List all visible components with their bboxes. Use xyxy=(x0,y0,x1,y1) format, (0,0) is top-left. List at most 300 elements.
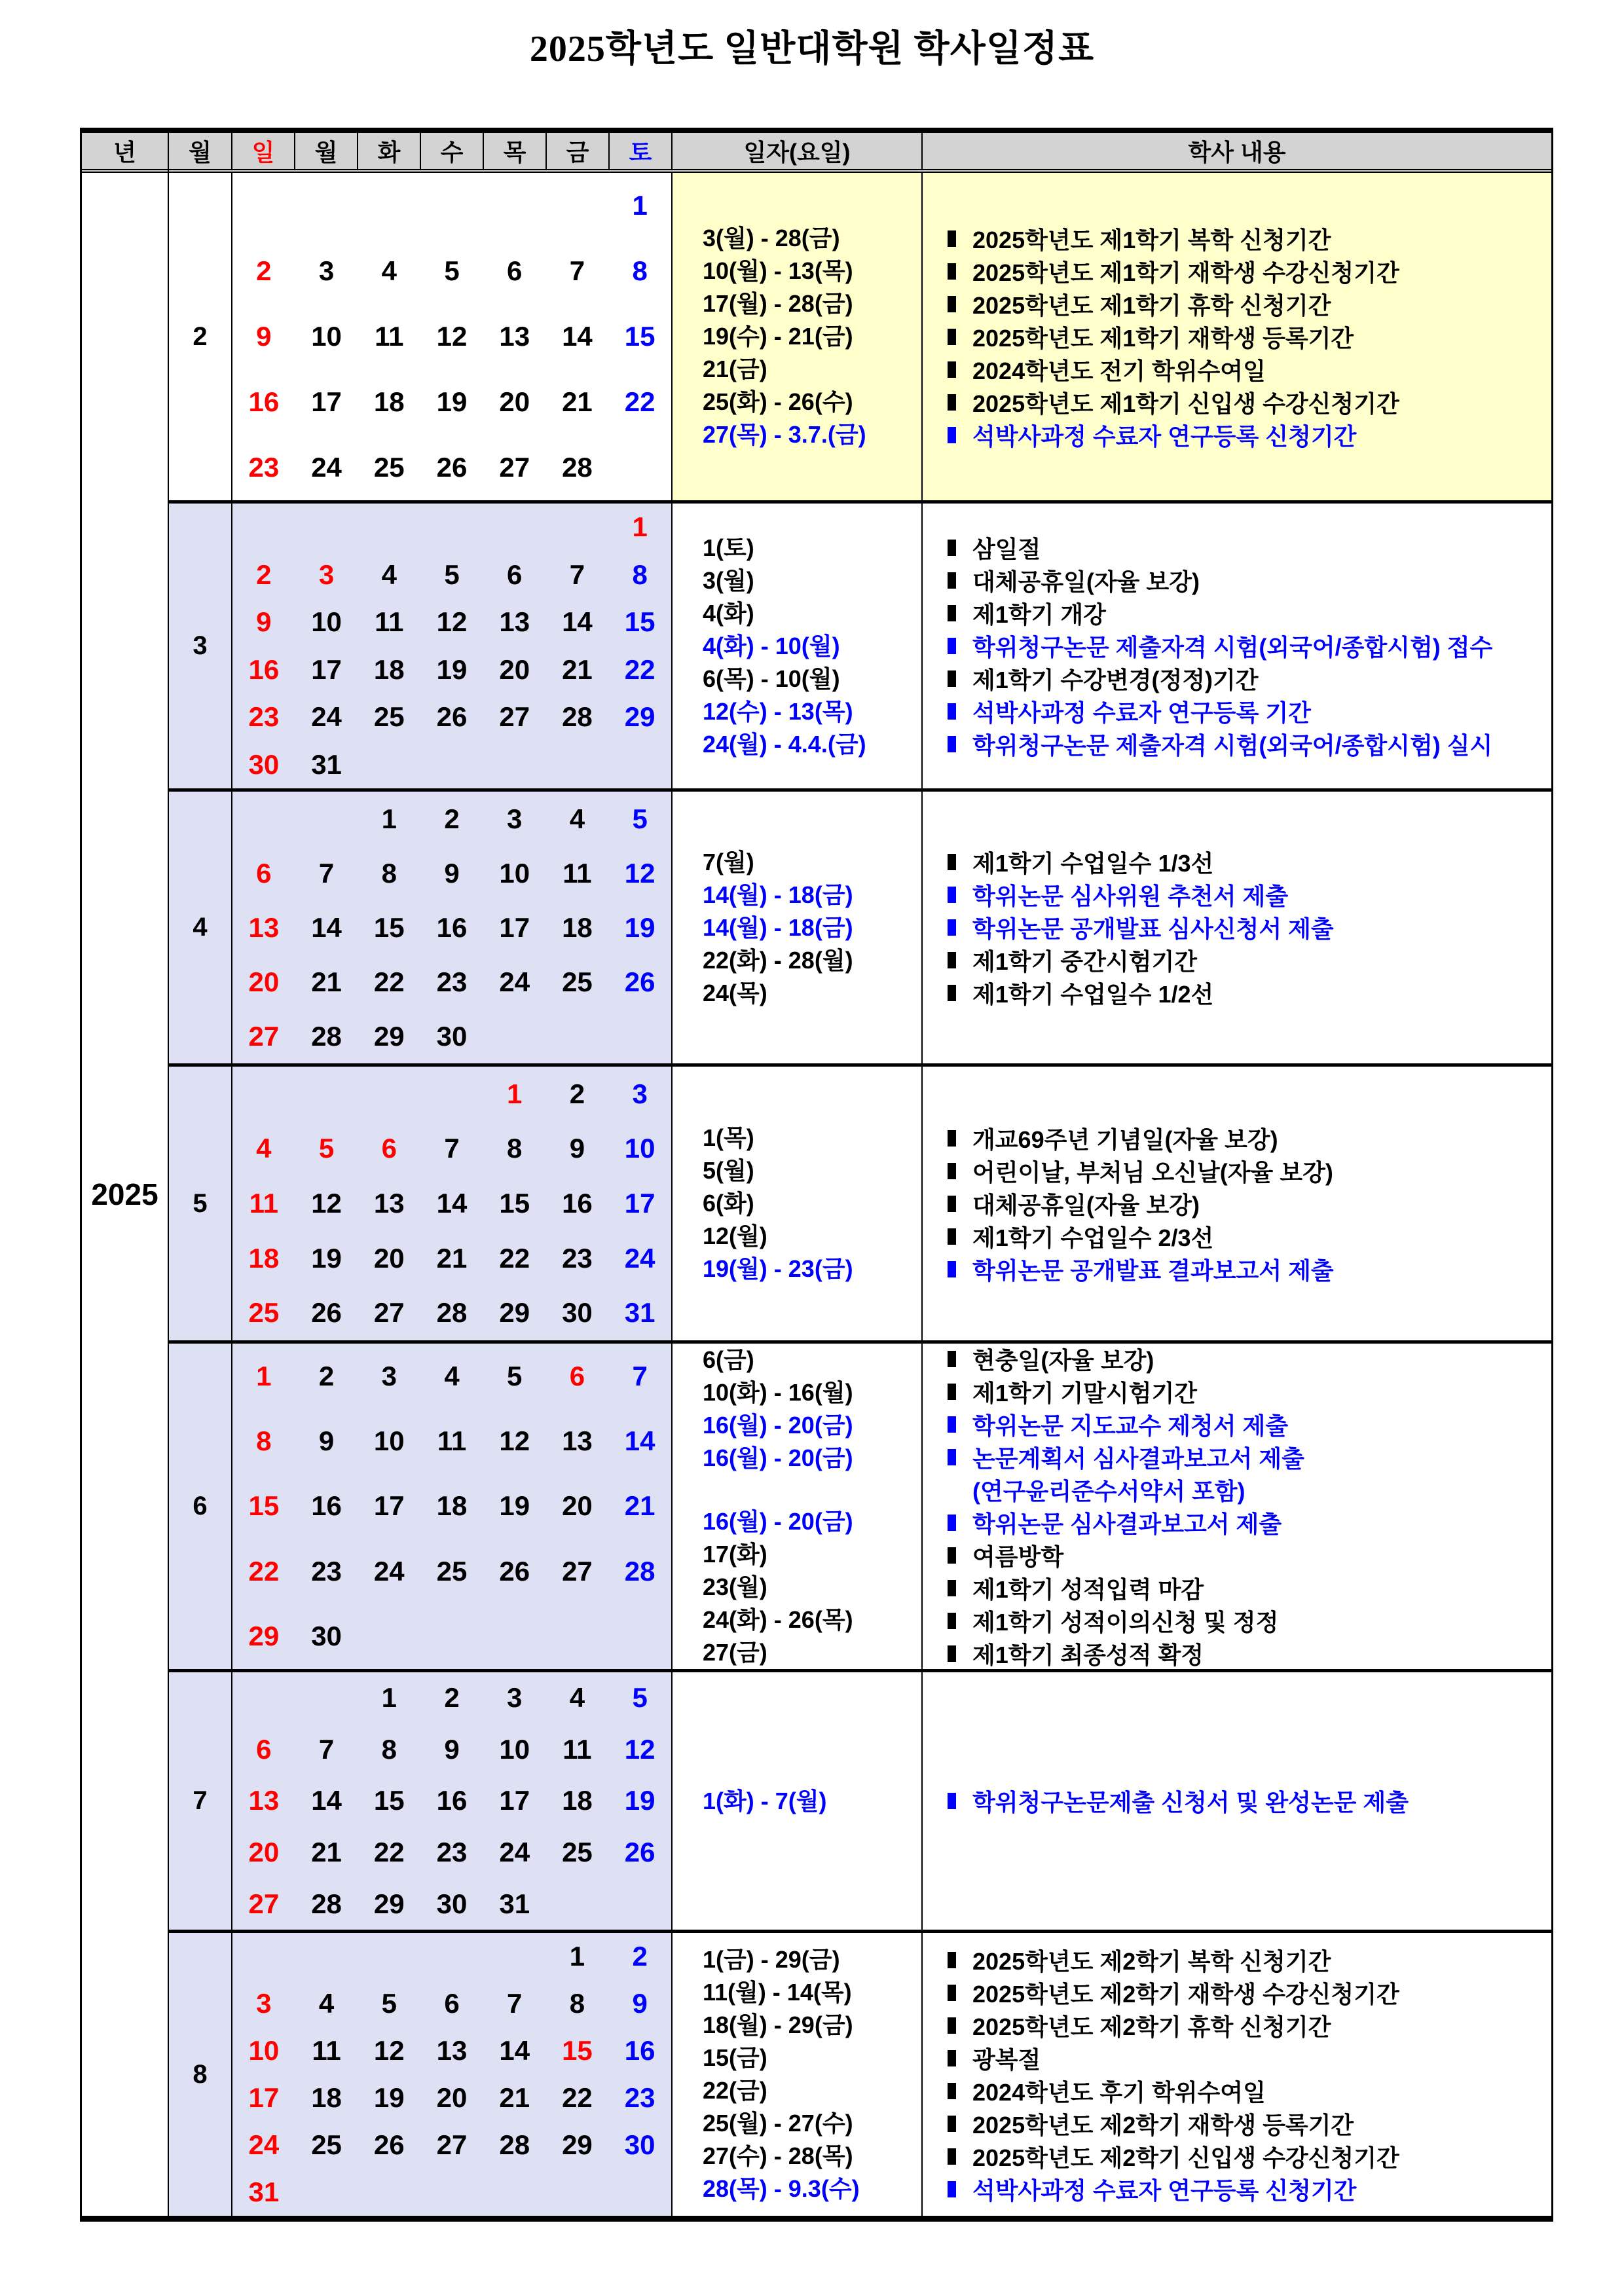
calendar-day-cell: 9 xyxy=(444,1733,460,1765)
event-date-range: 16(월) - 20(금) xyxy=(703,1412,853,1439)
event-text: 제1학기 수업일수 2/3선 xyxy=(972,1224,1214,1251)
square-bullet-icon xyxy=(948,2083,956,2099)
calendar-day-cell: 23 xyxy=(436,966,468,997)
square-bullet-icon xyxy=(948,1613,956,1629)
calendar-day-cell xyxy=(295,2169,358,2216)
calendar-day-cell xyxy=(358,1067,420,1122)
event-text: 2025학년도 제2학기 재학생 수강신청기간 xyxy=(972,1980,1399,2008)
calendar-day-cell: 11 xyxy=(563,1733,592,1765)
calendar-day-cell: 9 xyxy=(632,1988,648,2019)
calendar-day-cell: 27 xyxy=(373,1297,405,1329)
calendar-day-cell xyxy=(483,1009,546,1063)
calendar-day-cell: 21 xyxy=(311,966,342,997)
calendar-day-cell: 25 xyxy=(562,966,593,997)
calendar-day-cell: 21 xyxy=(562,386,593,417)
calendar-day-cell xyxy=(420,1604,483,1669)
page-title: 2025학년도 일반대학원 학사일정표 xyxy=(529,29,1095,69)
calendar-day-cell: 28 xyxy=(624,1555,655,1587)
calendar-day-cell: 6 xyxy=(507,559,523,590)
calendar-day-cell: 12 xyxy=(373,2035,405,2066)
header-year: 년 xyxy=(82,133,168,173)
event-row xyxy=(948,418,1551,451)
event-row xyxy=(948,1154,1551,1187)
calendar-day-cell: 11 xyxy=(312,2035,341,2066)
calendar-day-cell xyxy=(546,2169,609,2216)
event-text: 석박사과정 수료자 연구등록 신청기간 xyxy=(972,2176,1357,2204)
calendar-day-cell: 4 xyxy=(569,1682,585,1714)
month-number: 7 xyxy=(169,1672,232,1930)
event-text: 2025학년도 제2학기 복학 신청기간 xyxy=(972,1947,1331,1975)
calendar-day-cell: 24 xyxy=(624,1242,655,1274)
calendar-day-cell: 28 xyxy=(499,2129,530,2160)
event-date-range: 27(금) xyxy=(703,1639,767,1666)
calendar-day-cell: 20 xyxy=(499,653,530,685)
event-text: 2025학년도 제1학기 재학생 수강신청기간 xyxy=(972,259,1399,286)
calendar-day-cell: 20 xyxy=(562,1490,593,1522)
square-bullet-icon xyxy=(948,1228,956,1245)
calendar-day-cell: 21 xyxy=(499,2082,530,2113)
event-row xyxy=(948,320,1551,353)
calendar-day-cell: 20 xyxy=(248,1837,280,1868)
calendar-day-cell xyxy=(232,1672,295,1724)
event-list xyxy=(923,1067,1551,1340)
date-range-list xyxy=(673,173,923,500)
calendar-day-cell: 21 xyxy=(562,653,593,685)
calendar-day-cell: 22 xyxy=(624,386,655,417)
calendar-day-cell: 17 xyxy=(311,653,342,685)
calendar-day-cell: 6 xyxy=(256,1733,272,1765)
calendar-day-cell: 26 xyxy=(499,1555,530,1587)
calendar-day-cell: 24 xyxy=(373,1555,405,1587)
square-bullet-icon xyxy=(948,1515,956,1531)
event-text: 2024학년도 전기 학위수여일 xyxy=(972,357,1266,384)
calendar-day-cell: 7 xyxy=(444,1133,460,1164)
event-date-range: 14(월) - 18(금) xyxy=(703,913,853,941)
calendar-day-cell: 20 xyxy=(436,2082,468,2113)
calendar-day-cell: 24 xyxy=(499,1837,530,1868)
calendar-day-cell xyxy=(608,1604,671,1669)
calendar-day-cell: 3 xyxy=(507,1682,523,1714)
calendar-day-cell xyxy=(295,1933,358,1980)
calendar-day-cell: 29 xyxy=(373,1020,405,1052)
calendar-day-cell xyxy=(420,741,483,789)
square-bullet-icon xyxy=(948,2116,956,2132)
calendar-day-cell: 19 xyxy=(311,1242,342,1274)
event-text: 2025학년도 제1학기 복학 신청기간 xyxy=(972,226,1331,253)
calendar-day-cell: 15 xyxy=(373,1785,405,1816)
event-date-range: 16(월) - 20(금) xyxy=(703,1444,853,1471)
calendar-day-cell xyxy=(420,1933,483,1980)
calendar-day-cell: 7 xyxy=(569,559,585,590)
header-month: 월 xyxy=(169,133,232,169)
calendar-day-cell: 12 xyxy=(436,606,468,638)
month-calendar xyxy=(232,792,673,1063)
calendar-day-cell: 8 xyxy=(381,857,397,889)
event-list xyxy=(923,1672,1551,1930)
calendar-day-cell: 29 xyxy=(248,1621,280,1652)
month-sections xyxy=(169,173,1551,2216)
event-text: 학위청구논문 제출자격 시험(외국어/종합시험) 실시 xyxy=(972,732,1493,759)
header-academic-content: 학사 내용 xyxy=(1188,139,1286,166)
event-text: 2025학년도 제1학기 신입생 수강신청기간 xyxy=(972,390,1399,417)
event-text: 학위논문 심사위원 추천서 제출 xyxy=(972,883,1289,909)
event-date-range: 4(화) xyxy=(703,599,754,627)
calendar-day-cell: 29 xyxy=(373,1888,405,1919)
calendar-day-cell: 4 xyxy=(444,1360,460,1391)
event-row xyxy=(948,1785,1551,1818)
calendar-day-cell: 27 xyxy=(248,1020,280,1052)
square-bullet-icon xyxy=(948,985,956,1001)
calendar-day-cell xyxy=(232,1067,295,1122)
event-date-range: 6(화) xyxy=(703,1190,754,1217)
event-row xyxy=(948,2107,1551,2140)
calendar-day-cell: 14 xyxy=(562,321,593,352)
event-date-range: 14(월) - 18(금) xyxy=(703,881,853,908)
event-row xyxy=(948,564,1551,597)
calendar-day-cell: 5 xyxy=(444,559,460,590)
calendar-day-cell: 2 xyxy=(318,1360,335,1391)
calendar-day-cell: 19 xyxy=(373,2082,405,2113)
event-date-range: 11(월) - 14(목) xyxy=(703,1979,852,2006)
calendar-day-cell xyxy=(546,173,609,238)
calendar-day-cell: 23 xyxy=(248,701,280,733)
square-bullet-icon xyxy=(948,854,956,870)
calendar-day-cell: 18 xyxy=(562,1785,593,1816)
event-text: 대체공휴일(자율 보강) xyxy=(972,568,1200,595)
calendar-day-cell: 8 xyxy=(632,559,648,590)
month-section xyxy=(169,1063,1551,1340)
calendar-day-cell: 10 xyxy=(373,1425,405,1457)
event-row xyxy=(948,911,1551,944)
event-row xyxy=(948,1220,1551,1253)
calendar-day-cell: 25 xyxy=(311,2129,342,2160)
calendar-day-cell: 15 xyxy=(624,321,655,352)
calendar-day-cell: 8 xyxy=(632,255,648,286)
calendar-day-cell xyxy=(420,2169,483,2216)
calendar-day-cell xyxy=(483,504,546,551)
event-text: 학위청구논문제출 신청서 및 완성논문 제출 xyxy=(972,1789,1409,1816)
event-row xyxy=(948,1943,1551,1976)
event-text: 2025학년도 제1학기 재학생 등록기간 xyxy=(972,324,1354,352)
calendar-day-cell: 13 xyxy=(248,1785,280,1816)
calendar-day-cell xyxy=(295,792,358,846)
calendar-day-cell: 10 xyxy=(248,2035,280,2066)
calendar-day-cell: 15 xyxy=(248,1490,280,1522)
square-bullet-icon xyxy=(948,1985,956,2001)
calendar-day-cell: 9 xyxy=(318,1425,335,1457)
calendar-day-cell: 5 xyxy=(632,1682,648,1714)
calendar-day-cell: 31 xyxy=(248,2176,280,2207)
square-bullet-icon xyxy=(948,230,956,247)
calendar-day-cell: 27 xyxy=(499,701,530,733)
square-bullet-icon xyxy=(948,1449,956,1465)
square-bullet-icon xyxy=(948,736,956,752)
event-text: 2025학년도 제2학기 재학생 등록기간 xyxy=(972,2111,1354,2139)
calendar-day-cell: 7 xyxy=(632,1360,648,1391)
event-row xyxy=(948,386,1551,418)
calendar-day-cell: 11 xyxy=(437,1425,467,1457)
square-bullet-icon xyxy=(948,605,956,621)
event-row xyxy=(948,1638,1551,1670)
square-bullet-icon xyxy=(948,1793,956,1809)
calendar-day-cell: 20 xyxy=(373,1242,405,1274)
calendar-day-cell xyxy=(608,435,671,500)
event-text: 학위논문 공개발표 심사신청서 제출 xyxy=(972,915,1334,942)
calendar-day-cell xyxy=(483,741,546,789)
calendar-day-cell: 12 xyxy=(624,1733,655,1765)
calendar-day-cell: 1 xyxy=(256,1360,272,1391)
calendar-day-cell: 26 xyxy=(373,2129,405,2160)
event-row xyxy=(948,1187,1551,1220)
square-bullet-icon xyxy=(948,361,956,378)
calendar-day-cell: 23 xyxy=(248,452,280,483)
calendar-day-cell: 21 xyxy=(624,1490,655,1522)
month-calendar xyxy=(232,504,673,788)
month-section xyxy=(169,1340,1551,1669)
calendar-day-cell: 6 xyxy=(381,1133,397,1164)
calendar-day-cell: 8 xyxy=(507,1133,523,1164)
event-date-range: 7(월) xyxy=(703,848,754,875)
month-section xyxy=(169,1669,1551,1930)
month-number: 2 xyxy=(169,173,232,500)
event-row xyxy=(948,1474,1551,1507)
square-bullet-icon xyxy=(948,1351,956,1367)
event-row xyxy=(948,1253,1551,1285)
square-bullet-icon xyxy=(948,1416,956,1433)
calendar-day-cell: 24 xyxy=(499,966,530,997)
event-list xyxy=(923,1933,1551,2216)
event-date-range: 6(목) - 10(월) xyxy=(703,665,840,692)
event-text: 제1학기 성적이의신청 및 정정 xyxy=(972,1609,1279,1636)
event-date-range: 25(월) - 27(수) xyxy=(703,2110,853,2137)
event-row xyxy=(948,630,1551,663)
square-bullet-icon xyxy=(948,2017,956,2034)
calendar-day-cell: 25 xyxy=(373,452,405,483)
calendar-day-cell xyxy=(483,1604,546,1669)
calendar-day-cell xyxy=(546,504,609,551)
square-bullet-icon xyxy=(948,427,956,443)
event-list xyxy=(923,504,1551,788)
event-text: 제1학기 수업일수 1/2선 xyxy=(972,981,1214,1008)
event-text: 제1학기 기말시험기간 xyxy=(972,1380,1198,1406)
calendar-day-cell: 7 xyxy=(318,1733,335,1765)
calendar-day-cell: 28 xyxy=(311,1888,342,1919)
event-date-range: 21(금) xyxy=(703,356,767,382)
calendar-day-cell: 4 xyxy=(256,1133,272,1164)
calendar-day-cell: 27 xyxy=(562,1555,593,1587)
event-date-range: 1(목) xyxy=(703,1124,754,1151)
event-row xyxy=(948,255,1551,287)
event-date-range: 1(토) xyxy=(703,534,754,561)
event-date-range: 12(월) xyxy=(703,1222,767,1249)
date-range-list xyxy=(673,1067,923,1340)
calendar-day-cell: 28 xyxy=(562,452,593,483)
calendar-day-cell: 19 xyxy=(436,653,468,685)
event-text: 제1학기 수업일수 1/3선 xyxy=(972,850,1214,877)
event-date-range: 5(월) xyxy=(703,1157,754,1184)
calendar-day-cell: 16 xyxy=(311,1490,342,1522)
calendar-day-cell: 18 xyxy=(248,1242,280,1274)
calendar-day-cell: 18 xyxy=(562,911,593,943)
calendar-day-cell: 31 xyxy=(624,1297,655,1329)
event-date-range: 10(월) - 13(목) xyxy=(703,257,853,284)
calendar-day-cell xyxy=(608,1878,671,1930)
calendar-day-cell: 19 xyxy=(624,1785,655,1816)
calendar-day-cell xyxy=(358,504,420,551)
calendar-day-cell: 10 xyxy=(499,1733,530,1765)
calendar-day-cell: 11 xyxy=(563,857,592,889)
calendar-day-cell: 15 xyxy=(562,2035,593,2066)
month-number: 5 xyxy=(169,1067,232,1340)
event-text: 대체공휴일(자율 보강) xyxy=(972,1191,1200,1219)
event-row xyxy=(948,879,1551,911)
square-bullet-icon xyxy=(948,1580,956,1596)
calendar-day-cell xyxy=(232,504,295,551)
calendar-day-cell: 1 xyxy=(632,511,648,543)
event-date-range: 22(화) - 28(월) xyxy=(703,946,853,974)
calendar-day-cell xyxy=(546,1604,609,1669)
event-date-range: 1(금) - 29(금) xyxy=(703,1946,840,1973)
header-thursday: 목 xyxy=(484,133,547,169)
calendar-day-cell: 22 xyxy=(373,1837,405,1868)
event-row xyxy=(948,1376,1551,1408)
calendar-day-cell xyxy=(608,1009,671,1063)
calendar-day-cell: 21 xyxy=(311,1837,342,1868)
calendar-day-cell: 5 xyxy=(507,1360,523,1391)
event-row xyxy=(948,222,1551,255)
square-bullet-icon xyxy=(948,263,956,280)
square-bullet-icon xyxy=(948,1384,956,1400)
calendar-day-cell xyxy=(483,173,546,238)
calendar-day-cell: 8 xyxy=(569,1988,585,2019)
month-number: 4 xyxy=(169,792,232,1063)
event-date-range: 3(월) xyxy=(703,566,754,594)
calendar-day-cell xyxy=(420,504,483,551)
calendar-day-cell: 17 xyxy=(624,1187,655,1219)
calendar-day-cell: 15 xyxy=(499,1187,530,1219)
event-row xyxy=(948,663,1551,695)
header-date-range: 일자(요일) xyxy=(673,133,923,169)
event-text: 광복절 xyxy=(972,2046,1041,2073)
square-bullet-icon xyxy=(948,296,956,312)
calendar-day-cell xyxy=(358,2169,420,2216)
calendar-day-cell: 5 xyxy=(444,255,460,286)
header-wednesday: 수 xyxy=(421,133,484,169)
header-friday: 금 xyxy=(547,133,610,169)
event-row xyxy=(948,1441,1551,1474)
square-bullet-icon xyxy=(948,952,956,968)
square-bullet-icon xyxy=(948,638,956,654)
month-section xyxy=(169,1930,1551,2216)
month-section xyxy=(169,500,1551,788)
square-bullet-icon xyxy=(948,1645,956,1662)
event-date-range: 24(목) xyxy=(703,979,767,1006)
calendar-day-cell: 24 xyxy=(311,701,342,733)
month-calendar xyxy=(232,1067,673,1340)
calendar-day-cell xyxy=(358,173,420,238)
calendar-day-cell: 8 xyxy=(256,1425,272,1457)
event-date-range: 6(금) xyxy=(703,1346,754,1373)
calendar-day-cell: 11 xyxy=(375,321,404,352)
calendar-day-cell: 5 xyxy=(632,803,648,834)
calendar-day-cell: 23 xyxy=(311,1555,342,1587)
calendar-day-cell: 31 xyxy=(499,1888,530,1919)
event-text: 석박사과정 수료자 연구등록 신청기간 xyxy=(972,422,1357,450)
event-date-range: 1(화) - 7(월) xyxy=(703,1787,827,1814)
calendar-day-cell: 17 xyxy=(373,1490,405,1522)
calendar-day-cell: 25 xyxy=(248,1297,280,1329)
event-date-range: 19(월) - 23(금) xyxy=(703,1255,853,1282)
calendar-day-cell xyxy=(608,741,671,789)
calendar-day-cell: 16 xyxy=(562,1187,593,1219)
event-text: 여름방학 xyxy=(972,1543,1064,1570)
calendar-day-cell: 10 xyxy=(311,321,342,352)
event-row xyxy=(948,2173,1551,2205)
calendar-day-cell: 8 xyxy=(381,1733,397,1765)
calendar-day-cell: 5 xyxy=(381,1988,397,2019)
calendar-day-cell: 13 xyxy=(562,1425,593,1457)
calendar-day-cell: 14 xyxy=(562,606,593,638)
calendar-day-cell xyxy=(232,173,295,238)
event-text: 논문계획서 심사결과보고서 제출 xyxy=(972,1445,1304,1472)
event-row xyxy=(948,2042,1551,2074)
calendar-day-cell: 14 xyxy=(311,911,342,943)
event-row xyxy=(948,353,1551,386)
calendar-day-cell: 17 xyxy=(499,911,530,943)
event-text: 제1학기 중간시험기간 xyxy=(972,948,1198,975)
calendar-day-cell: 23 xyxy=(562,1242,593,1274)
calendar-day-cell xyxy=(232,1933,295,1980)
calendar-day-cell: 2 xyxy=(256,255,272,286)
event-text: 2024학년도 후기 학위수여일 xyxy=(972,2078,1266,2106)
year-column xyxy=(82,133,169,2216)
event-date-range: 15(금) xyxy=(703,2044,767,2071)
square-bullet-icon xyxy=(948,2050,956,2066)
calendar-day-cell: 12 xyxy=(624,857,655,889)
month-number: 8 xyxy=(169,1933,232,2216)
date-range-list xyxy=(673,504,923,788)
calendar-day-cell: 21 xyxy=(436,1242,468,1274)
event-row xyxy=(948,2074,1551,2107)
calendar-day-cell xyxy=(546,741,609,789)
calendar-day-cell: 13 xyxy=(499,321,530,352)
calendar-day-cell: 24 xyxy=(248,2129,280,2160)
event-text: 어린이날, 부처님 오신날(자율 보강) xyxy=(972,1158,1333,1186)
calendar-day-cell: 31 xyxy=(311,748,342,780)
calendar-day-cell: 2 xyxy=(256,559,272,590)
calendar-day-cell: 26 xyxy=(311,1297,342,1329)
event-row xyxy=(948,1122,1551,1154)
calendar-day-cell: 16 xyxy=(624,2035,655,2066)
calendar-day-cell: 22 xyxy=(373,966,405,997)
calendar-day-cell: 5 xyxy=(318,1133,335,1164)
calendar-day-cell: 6 xyxy=(256,857,272,889)
event-text: 학위논문 공개발표 결과보고서 제출 xyxy=(972,1257,1334,1284)
calendar-day-cell: 12 xyxy=(436,321,468,352)
date-range-list xyxy=(673,1672,923,1930)
square-bullet-icon xyxy=(948,1261,956,1277)
date-range-list xyxy=(673,792,923,1063)
calendar-day-cell xyxy=(358,1604,420,1669)
calendar-day-cell: 1 xyxy=(507,1078,523,1109)
month-calendar xyxy=(232,1933,673,2216)
event-text: 학위논문 심사결과보고서 제출 xyxy=(972,1511,1282,1537)
event-row xyxy=(948,532,1551,564)
calendar-day-cell: 26 xyxy=(436,701,468,733)
calendar-day-cell: 15 xyxy=(373,911,405,943)
calendar-day-cell: 14 xyxy=(311,1785,342,1816)
calendar-day-cell: 6 xyxy=(569,1360,585,1391)
